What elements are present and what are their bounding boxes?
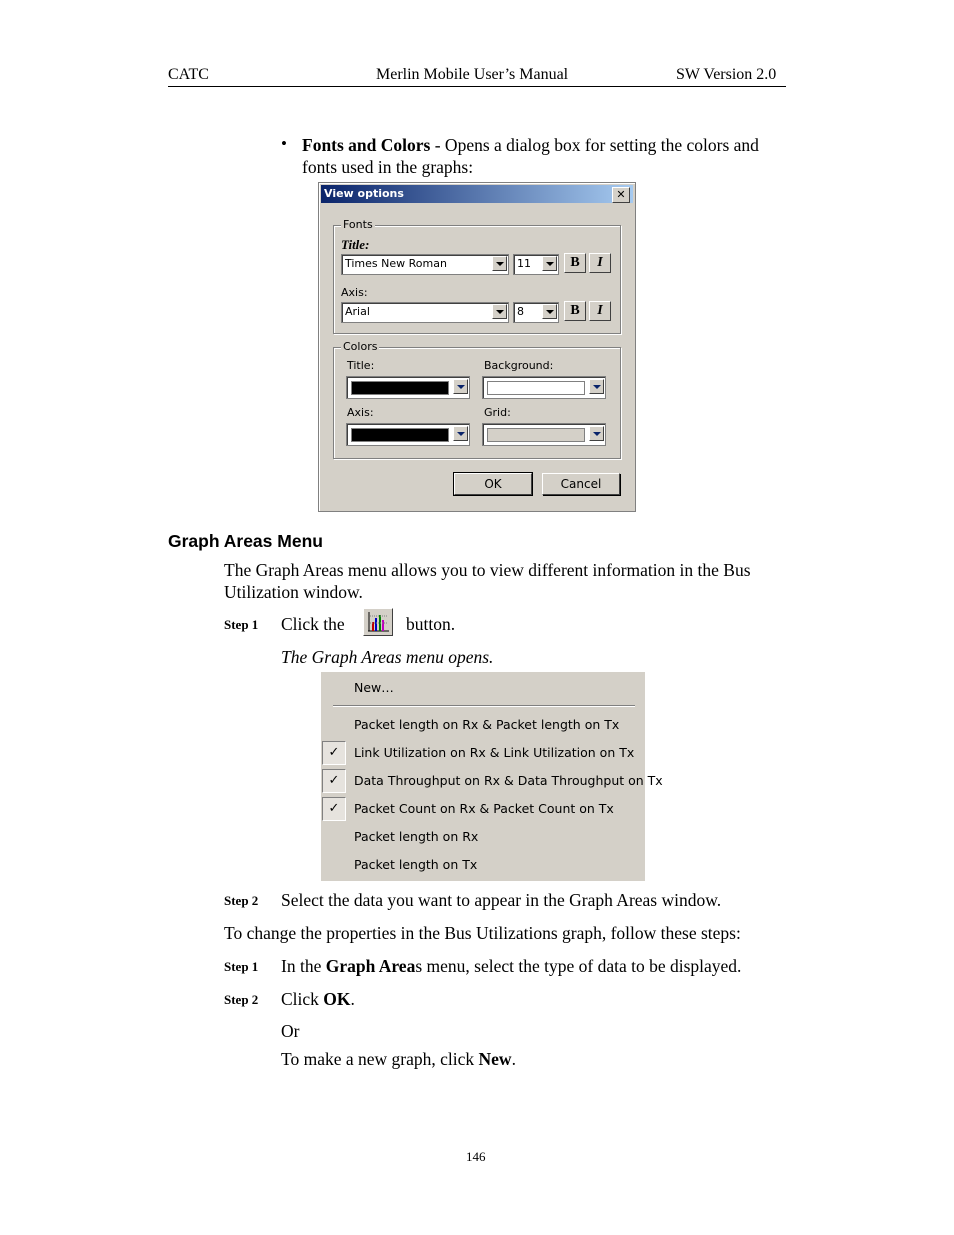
menu-item-new[interactable]: New… xyxy=(354,680,394,695)
bullet-rest: - Opens a dialog box for setting the colors and fonts used in the graphs: xyxy=(302,135,759,177)
step-text-pre: Click xyxy=(281,989,324,1009)
title-font-select[interactable] xyxy=(341,254,509,275)
axis-color-select[interactable] xyxy=(346,423,470,446)
axis-bold-button[interactable]: B xyxy=(564,301,586,321)
color-grid-label: Grid: xyxy=(484,406,511,419)
step-text-post: s menu, select the type of data to be displayed. xyxy=(415,956,742,976)
chart-icon xyxy=(364,609,392,635)
background-color-select[interactable] xyxy=(482,376,606,399)
section-intro: The Graph Areas menu allows you to view different information in the Bus Utilization window. xyxy=(224,560,751,602)
axis-font-select[interactable] xyxy=(341,302,509,323)
header-rule xyxy=(168,86,786,87)
bullet-marker: • xyxy=(281,134,287,153)
bullet-bold: Fonts and Colors xyxy=(302,135,431,155)
bullet-paragraph xyxy=(302,134,792,178)
title-font-value: Times New Roman xyxy=(345,257,447,270)
step-text-bold: OK xyxy=(323,989,351,1009)
axis-color-swatch xyxy=(351,428,449,442)
axis-size-value: 8 xyxy=(517,305,524,318)
title-color-select[interactable] xyxy=(346,376,470,399)
grid-color-swatch xyxy=(487,428,585,442)
color-title-label: Title: xyxy=(347,359,375,372)
chevron-down-icon[interactable] xyxy=(492,304,507,319)
check-icon: ✓ xyxy=(322,741,346,765)
or-text: Or xyxy=(281,1021,300,1041)
graph-areas-menu xyxy=(321,672,663,881)
view-options-dialog xyxy=(318,182,636,512)
chevron-down-icon[interactable] xyxy=(542,304,557,319)
menu-item[interactable]: Packet Count on Rx & Packet Count on Tx xyxy=(354,801,614,816)
title-font-label: Title: xyxy=(341,237,370,252)
step-text xyxy=(281,955,741,977)
axis-italic-button[interactable]: I xyxy=(589,301,611,321)
step-text: Click the xyxy=(281,614,345,634)
step-text-post: . xyxy=(350,989,355,1009)
fonts-group-label: Fonts xyxy=(343,218,373,231)
dialog-title: View options xyxy=(324,187,404,200)
cancel-button[interactable]: Cancel xyxy=(542,473,620,495)
color-axis-label: Axis: xyxy=(347,406,374,419)
chevron-down-icon[interactable] xyxy=(589,426,604,441)
chevron-down-icon[interactable] xyxy=(453,426,468,441)
axis-font-value: Arial xyxy=(345,305,370,318)
header-left: CATC xyxy=(168,66,209,83)
ok-button[interactable]: OK xyxy=(454,473,532,495)
step-text xyxy=(281,988,355,1010)
title-color-swatch xyxy=(351,381,449,395)
new-graph-bold: New xyxy=(478,1049,512,1069)
title-size-value: 11 xyxy=(517,257,531,270)
dialog-titlebar xyxy=(321,185,633,203)
new-graph-text xyxy=(281,1048,516,1070)
background-color-swatch xyxy=(487,381,585,395)
axis-font-label: Axis: xyxy=(341,286,368,299)
menu-item[interactable]: Packet length on Tx xyxy=(354,857,478,872)
menu-item[interactable]: Packet length on Rx & Packet length on Tx xyxy=(354,717,620,732)
step-text: button. xyxy=(406,614,456,634)
chevron-down-icon[interactable] xyxy=(492,256,507,271)
axis-size-select[interactable] xyxy=(513,302,559,323)
step-result: The Graph Areas menu opens. xyxy=(281,647,494,667)
step-label: Step 1 xyxy=(224,959,259,974)
graph-areas-button[interactable] xyxy=(363,608,393,636)
check-icon: ✓ xyxy=(322,769,346,793)
chevron-down-icon[interactable] xyxy=(589,379,604,394)
step-label: Step 1 xyxy=(224,617,259,632)
page-number: 146 xyxy=(466,1149,486,1164)
title-italic-button[interactable]: I xyxy=(589,253,611,273)
step-label: Step 2 xyxy=(224,992,259,1007)
step-text-pre: In the xyxy=(281,956,326,976)
step-text-bold: Graph Area xyxy=(325,956,416,976)
section-heading: Graph Areas Menu xyxy=(168,531,323,551)
header-center: Merlin Mobile User’s Manual xyxy=(376,66,569,83)
title-bold-button[interactable]: B xyxy=(564,253,586,273)
close-icon[interactable]: ✕ xyxy=(612,187,630,203)
new-graph-pre: To make a new graph, click xyxy=(281,1049,479,1069)
step-label: Step 2 xyxy=(224,893,259,908)
menu-item[interactable]: Packet length on Rx xyxy=(354,829,479,844)
menu-separator xyxy=(333,705,635,707)
new-graph-post: . xyxy=(511,1049,516,1069)
header-right: SW Version 2.0 xyxy=(676,66,777,83)
menu-item[interactable]: Data Throughput on Rx & Data Throughput on Tx xyxy=(354,773,663,788)
chevron-down-icon[interactable] xyxy=(453,379,468,394)
chevron-down-icon[interactable] xyxy=(542,256,557,271)
step-text: Select the data you want to appear in the Graph Areas window. xyxy=(281,890,722,910)
grid-color-select[interactable] xyxy=(482,423,606,446)
procedure-intro: To change the properties in the Bus Utilizations graph, follow these steps: xyxy=(224,923,741,943)
title-size-select[interactable] xyxy=(513,254,559,275)
menu-item[interactable]: Link Utilization on Rx & Link Utilization on Tx xyxy=(354,745,635,760)
colors-group-label: Colors xyxy=(343,340,378,353)
color-background-label: Background: xyxy=(484,359,554,372)
check-icon: ✓ xyxy=(322,797,346,821)
